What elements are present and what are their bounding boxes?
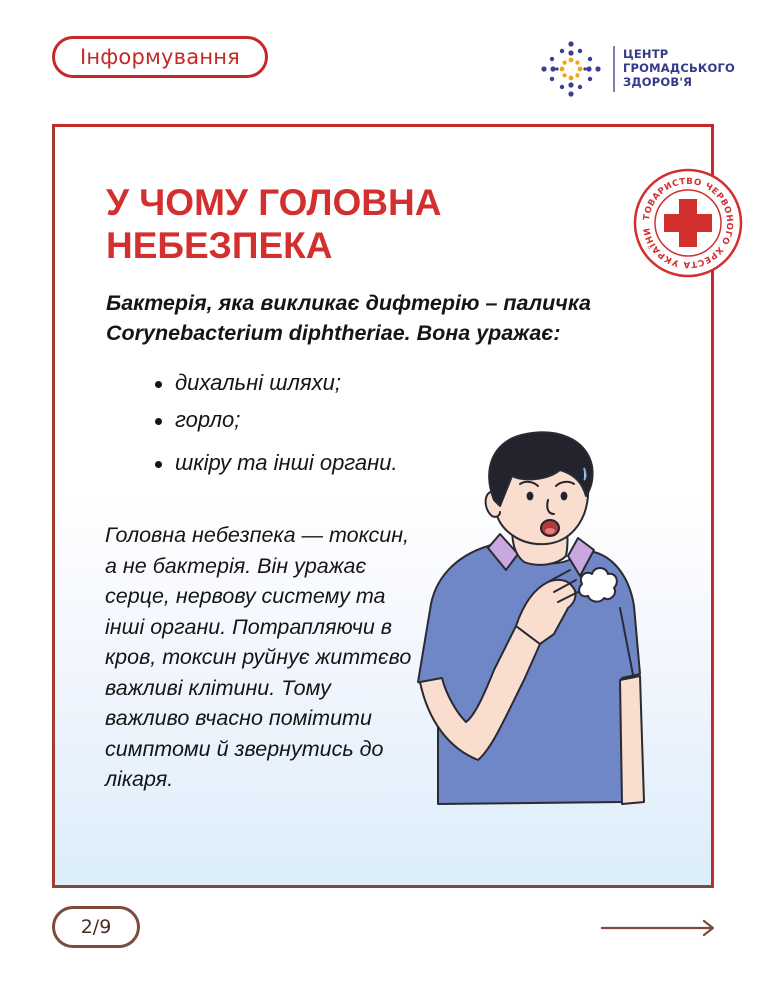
title-line: НЕБЕЗПЕКА bbox=[106, 225, 333, 266]
intro-text: Бактерія, яка викликає дифтерію – паличка Corynebacterium diphtheriae. Вона уражає: bbox=[106, 291, 591, 345]
affected-areas-list bbox=[155, 370, 398, 476]
arrow-right-icon[interactable] bbox=[600, 918, 718, 938]
public-health-center-logo bbox=[540, 40, 736, 98]
list-item: дихальні шляхи; bbox=[155, 370, 398, 396]
list-item: шкіру та інші органи. bbox=[155, 450, 398, 476]
seal-text: ТОВАРИСТВО ЧЕРВОНОГО ХРЕСТА УКРАЇНИ bbox=[642, 176, 735, 270]
page-indicator: 2/9 bbox=[52, 906, 140, 948]
logo-line: ЦЕНТР bbox=[623, 47, 669, 61]
logo-line: ЗДОРОВ'Я bbox=[623, 75, 693, 89]
title-line: У ЧОМУ ГОЛОВНА bbox=[106, 182, 442, 223]
logo-divider bbox=[613, 46, 615, 92]
page-title bbox=[106, 181, 536, 267]
body-text: Головна небезпека — токсин, а не бактерія. Він уражає серце, нервову систему та інші органи. Потрапляючи в кров, токсин руйнує життєво важливі клітини. Тому важливо вчасно помітити симптоми й звернутись до лікаря. bbox=[105, 523, 412, 791]
section-tag: Інформування bbox=[52, 36, 268, 78]
man-coughing-illustration bbox=[408, 430, 648, 810]
list-item: горло; bbox=[155, 407, 398, 433]
logo-line: ГРОМАДСЬКОГО bbox=[623, 61, 736, 75]
dotted-circle-logo-icon bbox=[540, 40, 602, 98]
red-cross-seal bbox=[632, 167, 744, 279]
logo-text bbox=[623, 47, 736, 89]
